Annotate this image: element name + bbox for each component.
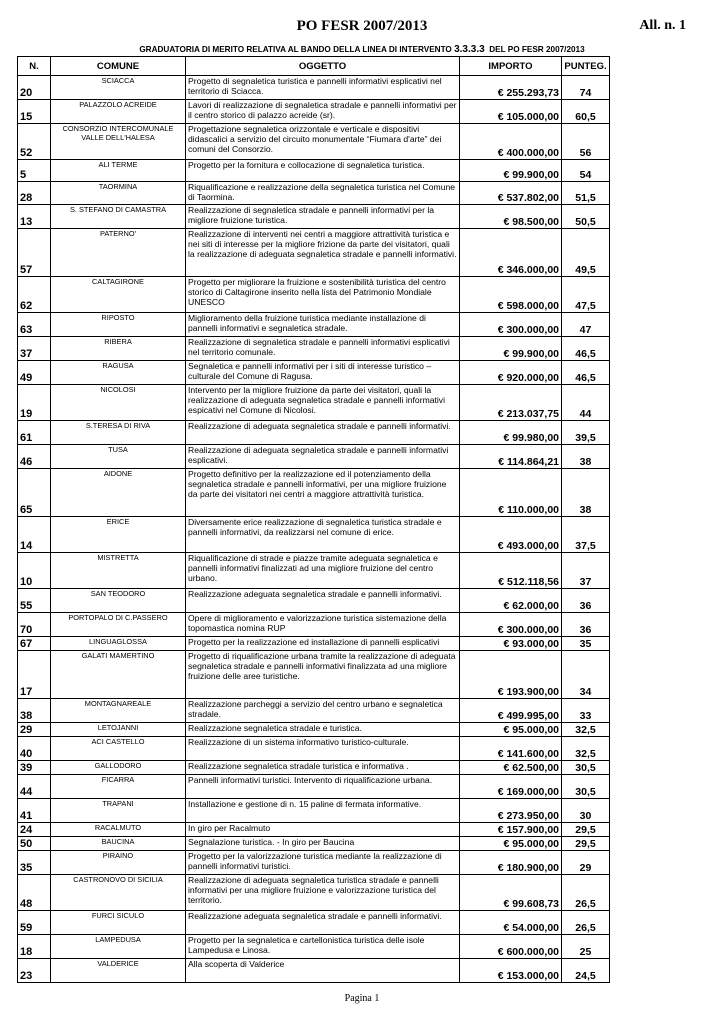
table-row <box>18 182 610 205</box>
score: 30,5 <box>562 775 610 799</box>
project-description: Installazione e gestione di n. 15 paline di fermata informative. <box>186 799 460 823</box>
score: 50,5 <box>562 205 610 229</box>
row-number: 20 <box>18 76 51 100</box>
table-row <box>18 100 610 124</box>
comune-name: RACALMUTO <box>51 823 186 837</box>
column-header-oggetto: OGGETTO <box>186 57 460 76</box>
comune-name: MISTRETTA <box>51 553 186 589</box>
amount: € 213.037,75 <box>460 385 562 421</box>
table-row <box>18 775 610 799</box>
amount: € 537.802,00 <box>460 182 562 205</box>
amount: € 273.950,00 <box>460 799 562 823</box>
comune-name: NICOLOSI <box>51 385 186 421</box>
project-description: Realizzazione di segnaletica stradale e pannelli informativi per la migliore fruizione turistica. <box>186 205 460 229</box>
row-number: 46 <box>18 445 51 469</box>
score: 47,5 <box>562 277 610 313</box>
project-description: Alla scoperta di Valderice <box>186 959 460 983</box>
amount: € 598.000,00 <box>460 277 562 313</box>
project-description: Progetto definitivo per la realizzazione ed il potenziamento della segnaletica stradale e pannelli informativi, per una migliore fruizione da parte dei visitatori nei centri a maggiore attrattività turistica. <box>186 469 460 517</box>
table-row <box>18 911 610 935</box>
score: 35 <box>562 637 610 651</box>
score: 46,5 <box>562 361 610 385</box>
comune-name: GALATI MAMERTINO <box>51 651 186 699</box>
amount: € 99.900,00 <box>460 160 562 182</box>
project-description: Realizzazione di segnaletica stradale e pannelli informativi esplicativi nel territorio comunale. <box>186 337 460 361</box>
amount: € 180.900,00 <box>460 851 562 875</box>
amount: € 95.000,00 <box>460 837 562 851</box>
column-header-comune: COMUNE <box>51 57 186 76</box>
amount: € 54.000,00 <box>460 911 562 935</box>
row-number: 38 <box>18 699 51 723</box>
comune-name: PATERNO' <box>51 229 186 277</box>
table-row <box>18 737 610 761</box>
amount: € 93.000,00 <box>460 637 562 651</box>
project-description: Progetto di riqualificazione urbana tramite la realizzazione di adeguata segnaletica stradale e pannelli informativi finalizzata ad una migliore fruizione delle aree turistiche. <box>186 651 460 699</box>
row-number: 13 <box>18 205 51 229</box>
score: 51,5 <box>562 182 610 205</box>
score: 74 <box>562 76 610 100</box>
score: 56 <box>562 124 610 160</box>
table-row <box>18 361 610 385</box>
table-row <box>18 76 610 100</box>
table-row <box>18 651 610 699</box>
column-header-number: N. <box>18 57 51 76</box>
amount: € 499.995,00 <box>460 699 562 723</box>
attachment-number: All. n. 1 <box>639 18 686 33</box>
table-row <box>18 935 610 959</box>
table-header-row <box>18 57 610 76</box>
row-number: 5 <box>18 160 51 182</box>
amount: € 62.000,00 <box>460 589 562 613</box>
score: 37 <box>562 553 610 589</box>
table-body <box>18 76 610 983</box>
table-row <box>18 851 610 875</box>
comune-name: SAN TEODORO <box>51 589 186 613</box>
comune-name: VALDERICE <box>51 959 186 983</box>
project-description: Diversamente erice realizzazione di segnaletica turistica stradale e pannelli informativi, da realizzarsi nel comune di erice. <box>186 517 460 553</box>
project-description: Progettazione segnaletica orizzontale e verticale e dispositivi didascalici a servizio del circuito monumentale “Fiumara d'arte” dei comuni del Consorzio. <box>186 124 460 160</box>
row-number: 29 <box>18 723 51 737</box>
project-description: Lavori di realizzazione di segnaletica stradale e pannelli informativi per il centro storico di palazzo acreide (sr). <box>186 100 460 124</box>
project-description: Realizzazione di adeguata segnaletica turistica stradale e pannelli informativi per una migliore fruizione e valorizzazione turistica del territorio. <box>186 875 460 911</box>
score: 26,5 <box>562 911 610 935</box>
project-description: Realizzazione adeguata segnaletica stradale e pannelli informativi. <box>186 589 460 613</box>
table-row <box>18 421 610 445</box>
comune-name: PORTOPALO DI C.PASSERO <box>51 613 186 637</box>
project-description: Progetto per la realizzazione ed installazione di pannelli esplicativi <box>186 637 460 651</box>
amount: € 99.980,00 <box>460 421 562 445</box>
comune-name: MONTAGNAREALE <box>51 699 186 723</box>
project-description: Progetto per migliorare la fruizione e sostenibilità turistica del centro storico di Caltagirone inserito nella lista del Patrimonio Mondiale UNESCO <box>186 277 460 313</box>
table-row <box>18 613 610 637</box>
row-number: 10 <box>18 553 51 589</box>
score: 60,5 <box>562 100 610 124</box>
score: 34 <box>562 651 610 699</box>
project-description: Progetto per la valorizzazione turistica mediante la realizzazione di pannelli informativi turistici. <box>186 851 460 875</box>
amount: € 920.000,00 <box>460 361 562 385</box>
row-number: 44 <box>18 775 51 799</box>
row-number: 49 <box>18 361 51 385</box>
score: 44 <box>562 385 610 421</box>
comune-name: RIBERA <box>51 337 186 361</box>
table-row <box>18 723 610 737</box>
row-number: 63 <box>18 313 51 337</box>
comune-name: PIRAINO <box>51 851 186 875</box>
row-number: 17 <box>18 651 51 699</box>
project-description: Realizzazione di adeguata segnaletica stradale e pannelli informativi. <box>186 421 460 445</box>
amount: € 110.000,00 <box>460 469 562 517</box>
project-description: Realizzazione adeguata segnaletica stradale e pannelli informativi. <box>186 911 460 935</box>
project-description: Progetto di segnaletica turistica e pannelli informativi esplicativi nel territorio di Sciacca. <box>186 76 460 100</box>
row-number: 23 <box>18 959 51 983</box>
comune-name: CONSORZIO INTERCOMUNALE VALLE DELL'HALESA <box>51 124 186 160</box>
project-description: Segnaletica e pannelli informativi per i siti di interesse turistico – culturale del Comune di Ragusa. <box>186 361 460 385</box>
amount: € 300.000,00 <box>460 313 562 337</box>
row-number: 40 <box>18 737 51 761</box>
amount: € 346.000,00 <box>460 229 562 277</box>
column-header-importo: IMPORTO <box>460 57 562 76</box>
comune-name: LAMPEDUSA <box>51 935 186 959</box>
score: 39,5 <box>562 421 610 445</box>
score: 33 <box>562 699 610 723</box>
project-description: Realizzazione segnaletica stradale e turistica. <box>186 723 460 737</box>
row-number: 24 <box>18 823 51 837</box>
comune-name: LINGUAGLOSSA <box>51 637 186 651</box>
project-description: In giro per Racalmuto <box>186 823 460 837</box>
score: 49,5 <box>562 229 610 277</box>
row-number: 59 <box>18 911 51 935</box>
table-row <box>18 337 610 361</box>
amount: € 114.864,21 <box>460 445 562 469</box>
comune-name: GALLODORO <box>51 761 186 775</box>
comune-name: ALI TERME <box>51 160 186 182</box>
project-description: Progetto per la segnaletica e cartellonistica turistica delle isole Lampedusa e Linosa. <box>186 935 460 959</box>
row-number: 50 <box>18 837 51 851</box>
score: 54 <box>562 160 610 182</box>
comune-name: ERICE <box>51 517 186 553</box>
amount: € 169.000,00 <box>460 775 562 799</box>
amount: € 600.000,00 <box>460 935 562 959</box>
project-description: Opere di miglioramento e valorizzazione turistica sistemazione della topomastica nomina RUP <box>186 613 460 637</box>
comune-name: BAUCINA <box>51 837 186 851</box>
ranking-table <box>17 56 610 983</box>
table-row <box>18 277 610 313</box>
row-number: 39 <box>18 761 51 775</box>
comune-name: S.TERESA DI RIVA <box>51 421 186 445</box>
score: 47 <box>562 313 610 337</box>
row-number: 35 <box>18 851 51 875</box>
score: 26,5 <box>562 875 610 911</box>
subtitle-prefix: GRADUATORIA DI MERITO RELATIVA AL BANDO DELLA LINEA DI INTERVENTO <box>139 45 452 54</box>
comune-name: TAORMINA <box>51 182 186 205</box>
row-number: 67 <box>18 637 51 651</box>
score: 25 <box>562 935 610 959</box>
amount: € 300.000,00 <box>460 613 562 637</box>
page-number: Pagina 1 <box>344 993 380 1004</box>
subtitle-suffix: DEL PO FESR 2007/2013 <box>489 45 585 54</box>
project-description: Realizzazione segnaletica stradale turistica e informativa . <box>186 761 460 775</box>
table-row <box>18 823 610 837</box>
table-row <box>18 837 610 851</box>
column-header-punteggio: PUNTEG. <box>562 57 610 76</box>
table-row <box>18 124 610 160</box>
row-number: 62 <box>18 277 51 313</box>
comune-name: RAGUSA <box>51 361 186 385</box>
project-description: Realizzazione di un sistema informativo turistico-culturale. <box>186 737 460 761</box>
amount: € 62.500,00 <box>460 761 562 775</box>
row-number: 65 <box>18 469 51 517</box>
amount: € 193.900,00 <box>460 651 562 699</box>
amount: € 512.118,56 <box>460 553 562 589</box>
row-number: 37 <box>18 337 51 361</box>
comune-name: CALTAGIRONE <box>51 277 186 313</box>
row-number: 15 <box>18 100 51 124</box>
score: 36 <box>562 589 610 613</box>
table-row <box>18 445 610 469</box>
comune-name: PALAZZOLO ACREIDE <box>51 100 186 124</box>
table-row <box>18 959 610 983</box>
amount: € 255.293,73 <box>460 76 562 100</box>
score: 24,5 <box>562 959 610 983</box>
amount: € 153.000,00 <box>460 959 562 983</box>
row-number: 28 <box>18 182 51 205</box>
score: 29 <box>562 851 610 875</box>
score: 38 <box>562 445 610 469</box>
amount: € 98.500,00 <box>460 205 562 229</box>
amount: € 141.600,00 <box>460 737 562 761</box>
table-row <box>18 875 610 911</box>
row-number: 48 <box>18 875 51 911</box>
project-description: Segnalazione turistica. - In giro per Baucina <box>186 837 460 851</box>
score: 30 <box>562 799 610 823</box>
table-row <box>18 160 610 182</box>
comune-name: LETOJANNI <box>51 723 186 737</box>
project-description: Realizzazione parcheggi a servizio del centro urbano e segnaletica stradale. <box>186 699 460 723</box>
project-description: Riqualificazione e realizzazione della segnaletica turistica nel Comune di Taormina. <box>186 182 460 205</box>
row-number: 18 <box>18 935 51 959</box>
table-row <box>18 699 610 723</box>
project-description: Riqualificazione di strade e piazze tramite adeguata segnaletica e pannelli informativi finalizzati ad una migliore fruizione del centro urbano. <box>186 553 460 589</box>
project-description: Progetto per la fornitura e collocazione di segnaletica turistica. <box>186 160 460 182</box>
table-row <box>18 799 610 823</box>
table-row <box>18 205 610 229</box>
amount: € 105.000,00 <box>460 100 562 124</box>
comune-name: TRAPANI <box>51 799 186 823</box>
row-number: 41 <box>18 799 51 823</box>
score: 38 <box>562 469 610 517</box>
amount: € 99.608,73 <box>460 875 562 911</box>
row-number: 52 <box>18 124 51 160</box>
score: 30,5 <box>562 761 610 775</box>
row-number: 61 <box>18 421 51 445</box>
comune-name: SCIACCA <box>51 76 186 100</box>
comune-name: FICARRA <box>51 775 186 799</box>
table-row <box>18 229 610 277</box>
table-row <box>18 517 610 553</box>
page-title: PO FESR 2007/2013 <box>296 18 428 34</box>
score: 29,5 <box>562 837 610 851</box>
table-row <box>18 385 610 421</box>
score: 32,5 <box>562 737 610 761</box>
table-row <box>18 637 610 651</box>
project-description: Realizzazione di adeguata segnaletica stradale e pannelli informativi esplicativi. <box>186 445 460 469</box>
comune-name: TUSA <box>51 445 186 469</box>
intervention-line-code: 3.3.3.3 <box>454 44 485 55</box>
row-number: 57 <box>18 229 51 277</box>
table-row <box>18 761 610 775</box>
amount: € 493.000,00 <box>460 517 562 553</box>
row-number: 70 <box>18 613 51 637</box>
project-description: Realizzazione di interventi nei centri a maggiore attrattività turistica e nei siti di interesse per la migliore frizione da parte dei visitatori, quali la realizzazione di adeguata segnaletica stradale e pannelli informativi. <box>186 229 460 277</box>
project-description: Pannelli informativi turistici. Intervento di riqualificazione urbana. <box>186 775 460 799</box>
comune-name: S. STEFANO DI CAMASTRA <box>51 205 186 229</box>
amount: € 99.900,00 <box>460 337 562 361</box>
score: 32,5 <box>562 723 610 737</box>
comune-name: RIPOSTO <box>51 313 186 337</box>
score: 37,5 <box>562 517 610 553</box>
table-row <box>18 313 610 337</box>
row-number: 19 <box>18 385 51 421</box>
amount: € 95.000,00 <box>460 723 562 737</box>
table-row <box>18 553 610 589</box>
score: 36 <box>562 613 610 637</box>
row-number: 14 <box>18 517 51 553</box>
score: 29,5 <box>562 823 610 837</box>
comune-name: ACI CASTELLO <box>51 737 186 761</box>
table-row <box>18 589 610 613</box>
score: 46,5 <box>562 337 610 361</box>
project-description: Intervento per la migliore fruizione da parte dei visitatori, quali la realizzazione di adeguata segnaletica stradale e pannelli informativi espicativi nel Comune di Nicolosi. <box>186 385 460 421</box>
comune-name: AIDONE <box>51 469 186 517</box>
comune-name: FURCI SICULO <box>51 911 186 935</box>
document-subtitle <box>0 44 724 55</box>
amount: € 157.900,00 <box>460 823 562 837</box>
project-description: Miglioramento della fruizione turistica mediante installazione di pannelli informativi e segnaletica stradale. <box>186 313 460 337</box>
row-number: 55 <box>18 589 51 613</box>
table-row <box>18 469 610 517</box>
amount: € 400.000,00 <box>460 124 562 160</box>
comune-name: CASTRONOVO DI SICILIA <box>51 875 186 911</box>
